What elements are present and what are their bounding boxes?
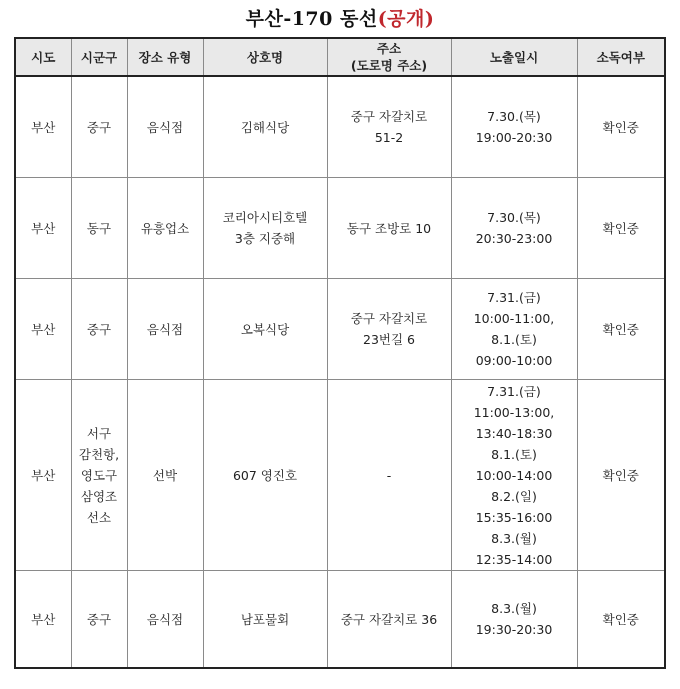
cell-place-type: 선박	[127, 380, 203, 571]
cell-address: 중구 자갈치로 36	[327, 571, 451, 669]
cell-place-type: 음식점	[127, 76, 203, 178]
table-row	[15, 178, 665, 279]
table-header-row	[15, 38, 665, 76]
cell-disinfection: 확인중	[577, 76, 665, 178]
document-title	[0, 4, 680, 31]
header-place-type: 장소 유형	[127, 38, 203, 76]
cell-business-name: 코리아시티호텔 3층 지중해	[203, 178, 327, 279]
cell-disinfection: 확인중	[577, 571, 665, 669]
cell-place-type: 유흥업소	[127, 178, 203, 279]
cell-exposure-time: 7.30.(목) 19:00-20:30	[451, 76, 577, 178]
cell-address: 동구 조방로 10	[327, 178, 451, 279]
table-row	[15, 380, 665, 571]
cell-district: 서구 감천항, 영도구 삼영조 선소	[71, 380, 127, 571]
cell-disinfection: 확인중	[577, 279, 665, 380]
table-row	[15, 571, 665, 669]
cell-region: 부산	[15, 76, 71, 178]
cell-business-name: 607 영진호	[203, 380, 327, 571]
cell-district: 동구	[71, 178, 127, 279]
cell-region: 부산	[15, 571, 71, 669]
cell-district: 중구	[71, 76, 127, 178]
cell-business-name: 오복식당	[203, 279, 327, 380]
cell-exposure-time: 8.3.(월) 19:30-20:30	[451, 571, 577, 669]
cell-district: 중구	[71, 279, 127, 380]
header-district: 시군구	[71, 38, 127, 76]
cell-district: 중구	[71, 571, 127, 669]
cell-region: 부산	[15, 279, 71, 380]
cell-exposure-time: 7.31.(금) 11:00-13:00, 13:40-18:30 8.1.(토) 10:00-14:00 8.2.(일) 15:35-16:00 8.3.(월) 12:35-14:00	[451, 380, 577, 571]
header-exposure-time: 노출일시	[451, 38, 577, 76]
title-main: 부산-170 동선	[245, 8, 378, 30]
cell-place-type: 음식점	[127, 279, 203, 380]
cell-business-name: 김해식당	[203, 76, 327, 178]
cell-address: 중구 자갈치로 51-2	[327, 76, 451, 178]
header-address: 주소 (도로명 주소)	[327, 38, 451, 76]
cell-business-name: 남포물회	[203, 571, 327, 669]
title-public-tag: (공개)	[377, 8, 435, 30]
cell-exposure-time: 7.31.(금) 10:00-11:00, 8.1.(토) 09:00-10:00	[451, 279, 577, 380]
exposure-routes-table	[14, 37, 666, 669]
header-disinfection: 소독여부	[577, 38, 665, 76]
cell-disinfection: 확인중	[577, 178, 665, 279]
cell-region: 부산	[15, 380, 71, 571]
table-row	[15, 76, 665, 178]
cell-disinfection: 확인중	[577, 380, 665, 571]
table-row	[15, 279, 665, 380]
cell-region: 부산	[15, 178, 71, 279]
header-business-name: 상호명	[203, 38, 327, 76]
cell-address: 중구 자갈치로 23번길 6	[327, 279, 451, 380]
cell-address: -	[327, 380, 451, 571]
cell-place-type: 음식점	[127, 571, 203, 669]
header-region: 시도	[15, 38, 71, 76]
cell-exposure-time: 7.30.(목) 20:30-23:00	[451, 178, 577, 279]
